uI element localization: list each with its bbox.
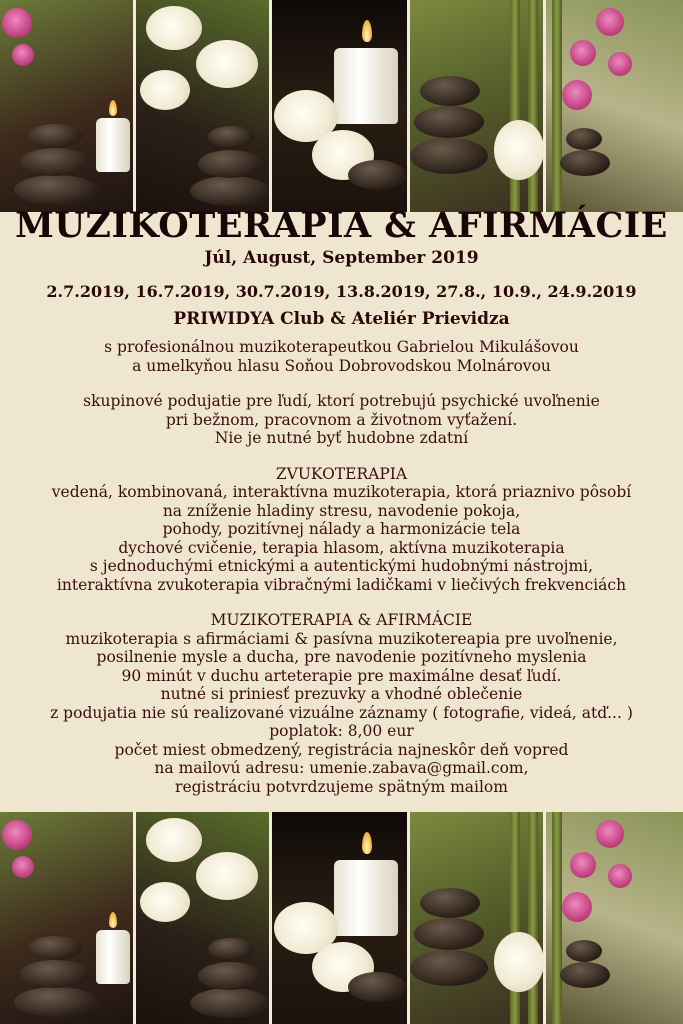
bottom-photo-collage	[0, 812, 683, 1024]
section-line: interaktívna zvukoterapia vibračnými ladičkami v liečivých frekvenciách	[56, 575, 627, 594]
section-line: na zníženie hladiny stresu, navodenie pokoja,	[162, 501, 521, 520]
muzikoterapia-section	[0, 611, 683, 796]
section-heading: ZVUKOTERAPIA	[275, 464, 408, 483]
hosts-block	[0, 338, 683, 375]
white-orchid-stones-photo	[136, 0, 272, 212]
intro-line: pri bežnom, pracovnom a životnom vyťažení.	[165, 410, 518, 429]
section-line: pohody, pozitívnej nálady a harmonizácie tela	[162, 520, 521, 538]
section-line: vedená, kombinovaná, interaktívna muzikoterapia, ktorá priaznivo pôsobí	[51, 483, 632, 501]
zen-stones-bamboo-photo	[410, 0, 546, 212]
pink-orchid-bamboo-photo	[546, 812, 683, 1024]
orchid-stones-photo	[0, 812, 136, 1024]
section-line: počet miest obmedzený, registrácia najneskôr deň vopred	[114, 740, 569, 759]
section-heading: MUZIKOTERAPIA & AFIRMÁCIE	[210, 611, 473, 629]
host-line: s profesionálnou muzikoterapeutkou Gabrielou Mikulášovou	[104, 338, 579, 356]
event-months: Júl, August, September 2019	[204, 248, 479, 268]
section-line: nutné si priniesť prezuvky a vhodné oblečenie	[160, 685, 523, 703]
white-orchid-stones-photo	[136, 812, 272, 1024]
pink-orchid-bamboo-photo	[546, 0, 683, 212]
intro-line: Nie je nutné byť hudobne zdatní	[214, 429, 469, 447]
section-line: s jednoduchými etnickými a autentickými hudobnými nástrojmi,	[89, 557, 594, 575]
event-venue: PRIWIDYA Club & Ateliér Prievidza	[173, 309, 510, 329]
event-dates: 2.7.2019, 16.7.2019, 30.7.2019, 13.8.2019, 27.8., 10.9., 24.9.2019	[46, 282, 637, 301]
fee-line: poplatok: 8,00 eur	[269, 722, 414, 740]
flyer-text	[0, 205, 683, 832]
section-line: registráciu potvrdzujeme spätným mailom	[175, 777, 508, 796]
zen-stones-bamboo-photo	[410, 812, 546, 1024]
orchid-stones-photo	[0, 0, 136, 212]
zvukoterapia-section	[0, 465, 683, 595]
candle-orchid-photo	[272, 812, 410, 1024]
section-line: posilnenie mysle a ducha, pre navodenie pozitívneho myslenia	[96, 648, 587, 666]
event-title: MUZIKOTERAPIA & AFIRMÁCIE	[15, 205, 668, 246]
intro-line: skupinové podujatie pre ľudí, ktorí potrebujú psychické uvoľnenie	[83, 392, 600, 410]
candle-orchid-photo	[272, 0, 410, 212]
section-line: dychové cvičenie, terapia hlasom, aktívna muzikoterapia	[118, 538, 565, 557]
email-line: na mailovú adresu: umenie.zabava@gmail.com,	[154, 759, 529, 777]
section-line: 90 minút v duchu arteterapie pre maximálne desať ľudí.	[121, 666, 562, 685]
top-photo-collage	[0, 0, 683, 212]
section-line: z podujatia nie sú realizované vizuálne záznamy ( fotografie, videá, atď... )	[50, 703, 633, 722]
host-line: a umelkyňou hlasu Soňou Dobrovodskou Molnárovou	[132, 356, 551, 375]
section-line: muzikoterapia s afirmáciami & pasívna muzikotereapia pre uvoľnenie,	[65, 629, 618, 648]
intro-block	[0, 392, 683, 448]
